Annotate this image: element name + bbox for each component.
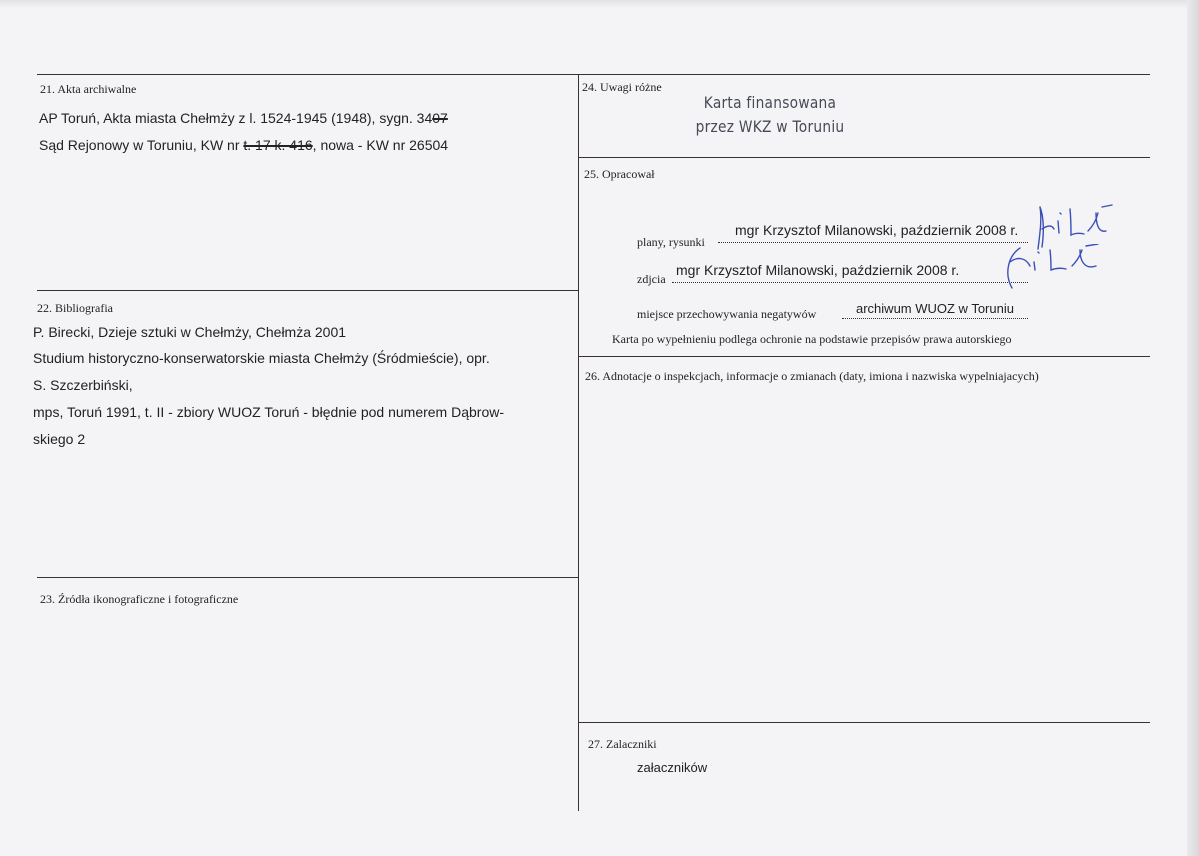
copyright-note: Karta po wypełnieniu podlega ochronie na podstawie przepisów prawa autorskiego: [612, 332, 1012, 346]
funding-stamp-line-1: Karta finansowana: [703, 93, 837, 112]
photos-dotted-line: [672, 282, 1028, 283]
new-kw-number: , nowa - KW nr 26504: [312, 137, 449, 153]
handwritten-signature-2: [1000, 244, 1110, 294]
plans-dotted-line: [718, 242, 1028, 243]
center-divider: [578, 74, 579, 811]
bibliography-line: S. Szczerbiński,: [33, 377, 133, 393]
section-27-label: 27. Zalaczniki: [588, 737, 657, 751]
plans-label: plany, rysunki: [637, 235, 705, 249]
page-right-edge: [1187, 0, 1199, 856]
struck-signature-number: 07: [432, 110, 448, 126]
funding-stamp-line-2: przez WKZ w Toruniu: [695, 117, 845, 136]
rule-25: [578, 157, 1150, 158]
rule-26: [578, 356, 1150, 357]
bibliography-line: P. Birecki, Dzieje sztuki w Chełmży, Chełmża 2001: [33, 324, 347, 340]
negatives-location: archiwum WUOZ w Toruniu: [856, 301, 1014, 316]
top-rule: [37, 74, 1150, 75]
archival-record-line-1: [39, 110, 448, 126]
negatives-dotted-line: [842, 318, 1028, 319]
section-26-label: 26. Adnotacje o inspekcjach, informacje o zmianach (daty, imiona i nazwiska wypelniajacych): [585, 369, 1039, 383]
rule-27: [578, 722, 1150, 723]
bibliography-line: mps, Toruń 1991, t. II - zbiory WUOZ Toruń - błędnie pod numerem Dąbrow-: [33, 404, 505, 420]
section-23-label: 23. Źródła ikonograficzne i fotograficzne: [40, 592, 239, 606]
bibliography-line: skiego 2: [33, 431, 86, 447]
photos-author: mgr Krzysztof Milanowski, październik 2008 r.: [676, 262, 960, 278]
page-top-edge: [0, 0, 1199, 8]
negatives-label: miejsce przechowywania negatywów: [637, 307, 817, 321]
rule-23: [37, 577, 578, 578]
photos-label: zdjcia: [637, 272, 666, 286]
bibliography-line: Studium historyczno-konserwatorskie miasta Chełmży (Śródmieście), opr.: [33, 350, 490, 366]
archival-record-line-2: [39, 137, 448, 153]
section-21-label: 21. Akta archiwalne: [40, 82, 137, 96]
section-25-label: 25. Opracował: [584, 167, 655, 181]
court-record-text: Sąd Rejonowy w Toruniu, KW nr: [39, 137, 244, 153]
archival-record-text: AP Toruń, Akta miasta Chełmży z l. 1524-1945 (1948), sygn. 34: [39, 110, 433, 126]
section-24-label: 24. Uwagi różne: [582, 80, 662, 94]
plans-author: mgr Krzysztof Milanowski, październik 2008 r.: [735, 222, 1019, 238]
section-22-label: 22. Bibliografia: [37, 301, 113, 315]
rule-22: [37, 290, 578, 291]
struck-kw-number: t. 17 k. 416: [243, 137, 313, 153]
attachments-value: załaczników: [637, 760, 708, 775]
